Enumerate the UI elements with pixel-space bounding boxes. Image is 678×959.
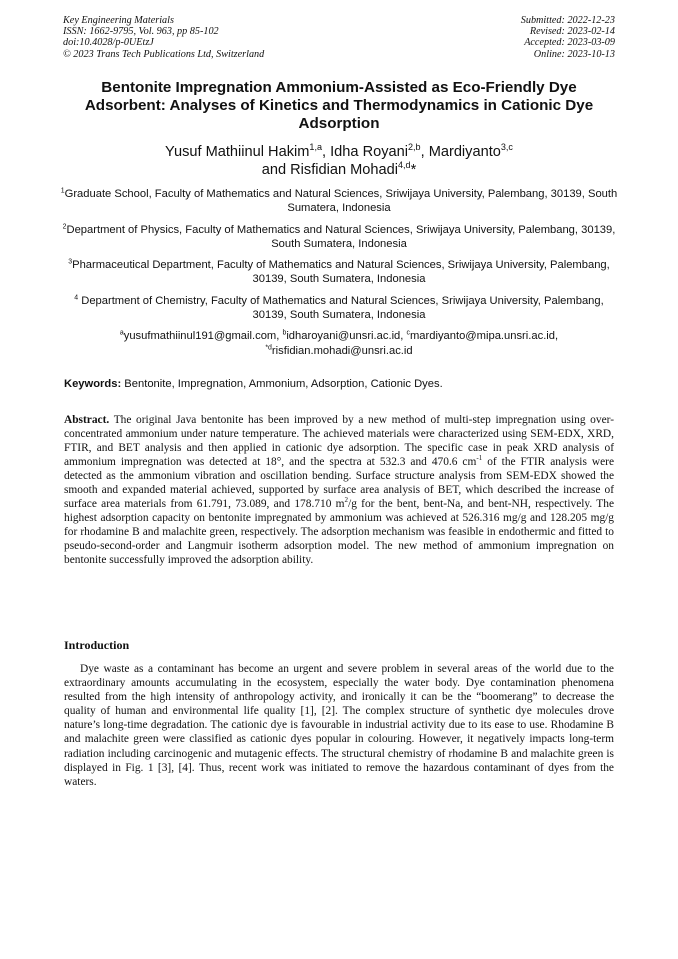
paper-title: Bentonite Impregnation Ammonium-Assisted as Eco-Friendly Dye Adsorbent: Analyses of Kinetics and Thermodynamics in Cationic Dye Adsorption: [84, 79, 594, 132]
author-affil-mark: 1,a: [309, 142, 322, 153]
author-name: Mardiyanto: [428, 144, 501, 160]
affiliation-1: [60, 187, 618, 215]
affiliation-3: [60, 258, 618, 286]
affiliation-number: 2: [62, 222, 67, 230]
abstract-text: /g for the bent, bent-Na, and bent-NH, respectively. The highest adsorption capacity on bentonite impregnated by ammonium was achieved at 526.316 mg/g and 128.205 mg/g for rhodamine B and malachite green, respectively. The adsorption mechanism was feasible in endothermic and fitted to pseudo-second-order and Langmuir isotherm adsorption model. The new method of ammonium impregnation on bentonite successfully improved the adsorption ability.: [64, 497, 614, 566]
abstract-text: The original Java bentonite has been improved by a new method of multi-step impregnation using over-concentrated ammonium under nature temperature. The achieved materials were characterized using SEM-EDX, XRD, FTIR, and BET analysis and then applied in cationic dye adsorption. The specific case in peak XRD analysis of ammonium impregnation was detected at 18°, and the spectra at 532.3 and 470.6 cm: [64, 414, 614, 468]
keywords: [64, 377, 616, 391]
corresponding-mark: *: [410, 162, 417, 178]
journal-name: Key Engineering Materials: [63, 15, 174, 26]
email-mark: b: [282, 329, 287, 337]
author-name: Risfidian Mohadi: [290, 162, 399, 178]
affiliation-number: 3: [68, 258, 73, 266]
affiliation-number: 1: [60, 187, 65, 195]
dates-info: [521, 15, 615, 60]
abstract-label: Abstract.: [64, 414, 110, 426]
email-address[interactable]: yusufmathiinul191@gmail.com,: [123, 330, 283, 343]
abstract-text: of the FTIR analysis were detected as the ammonium vibration and oscillation bending. Surface structure analysis from SEM-EDX showed the smooth and expanded material achieved, supported by surface area analysis of BET, which described the increase of surface area materials from 61.791, 73.089, and 178.710 m: [64, 455, 614, 510]
affiliation-text: Pharmaceutical Department, Faculty of Mathematics and Natural Sciences, Sriwijaya University, Palembang, 30139, South Sumatera, Indonesia: [72, 259, 610, 286]
author-affil-mark: 2,b: [408, 142, 421, 153]
journal-info: [63, 15, 264, 60]
accepted-date: Accepted: 2023-03-09: [524, 37, 615, 49]
author-name: Yusuf Mathiinul Hakim: [165, 144, 310, 160]
affiliation-2: [60, 223, 618, 251]
author-separator: ,: [322, 144, 331, 160]
author-list: [60, 143, 618, 179]
author-affil-mark: 4,d: [398, 160, 411, 171]
author-line-1: [60, 143, 618, 161]
author-line-2: [60, 161, 618, 179]
section-heading-introduction: Introduction: [64, 638, 130, 652]
keywords-text: Bentonite, Impregnation, Ammonium, Adsorption, Cationic Dyes.: [121, 378, 443, 390]
author-conjunction: and: [261, 162, 291, 178]
doi-line: doi:10.4028/p-0UEtzJ: [63, 37, 154, 49]
copyright-line: © 2023 Trans Tech Publications Ltd, Switzerland: [63, 48, 265, 60]
keywords-label: Keywords:: [64, 378, 122, 390]
abstract: [64, 414, 614, 567]
issn-line: ISSN: 1662-9795, Vol. 963, pp 85-102: [63, 26, 219, 38]
author-separator: ,: [420, 144, 429, 160]
email-mark: c: [406, 329, 410, 337]
author-name: Idha Royani: [330, 144, 408, 160]
email-mark: a: [119, 329, 124, 337]
submitted-date: Submitted: 2022-12-23: [520, 15, 615, 26]
email-list: [60, 329, 618, 357]
affiliation-text: Graduate School, Faculty of Mathematics and Natural Sciences, Sriwijaya University, Palembang, 30139, South Sumatera, Indonesia: [64, 188, 618, 215]
email-address[interactable]: idharoyani@unsri.ac.id,: [286, 330, 407, 343]
abstract-superscript: 2: [344, 495, 349, 504]
online-date: Online: 2023-10-13: [533, 48, 615, 60]
affiliations: [60, 187, 618, 358]
affiliation-number: 4: [74, 294, 79, 302]
affiliation-4: [60, 294, 618, 322]
author-affil-mark: 3,c: [500, 142, 513, 153]
affiliation-text: Department of Physics, Faculty of Mathematics and Natural Sciences, Sriwijaya University, Palembang, 30139, South Sumatera, Indonesia: [66, 223, 616, 250]
email-mark: *d: [265, 343, 272, 351]
abstract-superscript: -1: [476, 454, 483, 463]
revised-date: Revised: 2023-02-14: [529, 26, 615, 38]
affiliation-text: Department of Chemistry, Faculty of Mathematics and Natural Sciences, Sriwijaya University, Palembang, 30139, South Sumatera, Indonesia: [78, 294, 604, 321]
introduction-paragraph: Dye waste as a contaminant has become an urgent and severe problem in several areas of the world due to the extraordinary amounts accumulating in the ecosystem, especially the water body. Dye contamination phenomena resulted from the high intensity of anthropology activity, and ironically it can be the “boomerang” to decrease the quality of human and environmental life quality [1], [2]. The complex structure of synthetic dye molecules drove nature’s long-time degradation. The cationic dye is favourable in industrial activity due to its ease to use. Rhodamine B and malachite green were classified as cationic dyes popular in colouring. However, it negatively impacts long-term radiation including carcinogenic and mutagenic effects. The structural chemistry of rhodamine B and malachite green is displayed in Fig. 1 [3], [4]. Thus, recent work was initiated to remove the hazardous contaminant of dyes from the waters.: [64, 663, 614, 788]
email-address[interactable]: mardiyanto@mipa.unsri.ac.id,: [409, 330, 559, 343]
email-address[interactable]: risfidian.mohadi@unsri.ac.id: [271, 344, 413, 357]
